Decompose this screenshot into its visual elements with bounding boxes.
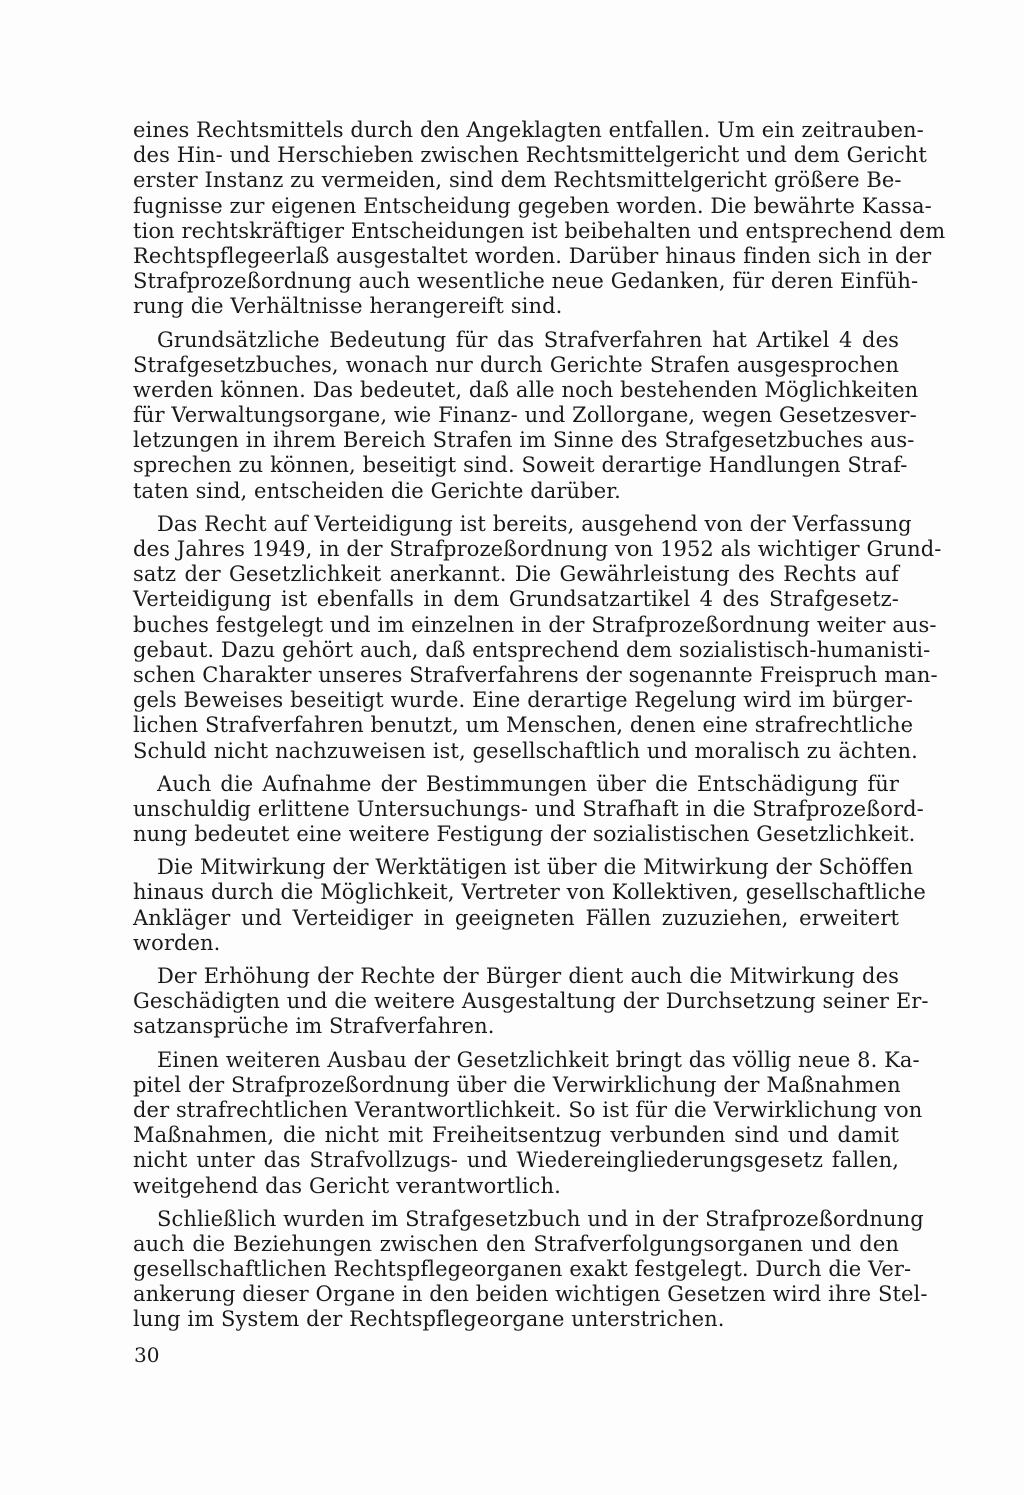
text-line: Das Recht auf Verteidigung ist bereits, ausgehend von der Verfassung bbox=[157, 511, 912, 536]
text-line: pitel der Strafprozeßordnung über die Verwirklichung der Maßnahmen bbox=[133, 1072, 901, 1097]
paragraph bbox=[133, 964, 929, 1040]
text-line: Ankläger und Verteidiger in geeigneten Fällen zuzuziehen, erweitert bbox=[133, 905, 899, 930]
text-line: schen Charakter unseres Strafverfahrens der sogenannte Freispruch man- bbox=[133, 662, 938, 687]
text-line: Rechtspflegeerlaß ausgestaltet worden. Darüber hinaus finden sich in der bbox=[133, 243, 932, 268]
page-number: 30 bbox=[134, 1343, 160, 1367]
text-line: satz der Gesetzlichkeit anerkannt. Die Gewährleistung des Rechts auf bbox=[133, 562, 899, 587]
text-line: lung im System der Rechtspflegeorgane unterstrichen. bbox=[133, 1307, 725, 1332]
text-line: gels Beweises beseitigt wurde. Eine derartige Regelung wird im bürger- bbox=[133, 688, 913, 713]
paragraph bbox=[133, 511, 942, 764]
text-line: Schuld nicht nachzuweisen ist, gesellschaftlich und moralisch zu ächten. bbox=[133, 738, 918, 763]
text-line: satzansprüche im Strafverfahren. bbox=[133, 1014, 495, 1039]
text-line: Strafgesetzbuches, wonach nur durch Gerichte Strafen ausgesprochen bbox=[133, 352, 899, 377]
text-line: taten sind, entscheiden die Gerichte darüber. bbox=[133, 478, 621, 503]
text-line: der strafrechtlichen Verantwortlichkeit. So ist für die Verwirklichung von bbox=[133, 1097, 923, 1122]
text-line: für Verwaltungsorgane, wie Finanz- und Zollorgane, wegen Gesetzesver- bbox=[133, 403, 917, 428]
text-line: erster Instanz zu vermeiden, sind dem Rechtsmittelgericht größere Be- bbox=[133, 168, 902, 193]
paragraph bbox=[133, 327, 919, 504]
text-line: Strafprozeßordnung auch wesentliche neue Gedanken, für deren Einfüh- bbox=[133, 269, 919, 294]
text-line: des Jahres 1949, in der Strafprozeßordnung von 1952 als wichtiger Grund- bbox=[133, 537, 942, 561]
text-line: Der Erhöhung der Rechte der Bürger dient auch die Mitwirkung des bbox=[157, 964, 899, 988]
text-line: Verteidigung ist ebenfalls in dem Grundsatzartikel 4 des Strafgesetz- bbox=[133, 587, 899, 612]
text-line: letzungen in ihrem Bereich Strafen im Sinne des Strafgesetzbuches aus- bbox=[133, 428, 915, 453]
text-line: auch die Beziehungen zwischen den Strafverfolgungsorganen und den bbox=[133, 1231, 899, 1256]
text-line: lichen Strafverfahren benutzt, um Menschen, denen eine strafrechtliche bbox=[133, 713, 914, 738]
text-line: fugnisse zur eigenen Entscheidung gegeben worden. Die bewährte Kassa- bbox=[133, 193, 932, 218]
text-line: Geschädigten und die weitere Ausgestaltung der Durchsetzung seiner Er- bbox=[133, 989, 929, 1014]
text-line: des Hin- und Herschieben zwischen Rechtsmittelgericht und dem Gericht bbox=[133, 143, 927, 168]
text-line: Schließlich wurden im Strafgesetzbuch und in der Strafprozeßordnung bbox=[157, 1206, 924, 1231]
text-line: nung bedeutet eine weitere Festigung der sozialistischen Gesetzlichkeit. bbox=[133, 822, 916, 847]
text-line: tion rechtskräftiger Entscheidungen ist beibehalten und entsprechend dem bbox=[133, 218, 946, 243]
text-line: rung die Verhältnisse herangereift sind. bbox=[133, 294, 563, 319]
text-line: sprechen zu können, beseitigt sind. Soweit derartige Handlungen Straf- bbox=[133, 453, 908, 478]
text-line: hinaus durch die Möglichkeit, Vertreter von Kollektiven, gesellschaftliche bbox=[133, 880, 926, 905]
text-line: werden können. Das bedeutet, daß alle noch bestehenden Möglichkeiten bbox=[133, 377, 919, 402]
text-line: Maßnahmen, die nicht mit Freiheitsentzug verbunden sind und damit bbox=[133, 1123, 899, 1148]
paragraph bbox=[133, 118, 946, 320]
text-line: Die Mitwirkung der Werktätigen ist über die Mitwirkung der Schöffen bbox=[157, 855, 914, 880]
text-line: Auch die Aufnahme der Bestimmungen über die Entschädigung für bbox=[157, 771, 899, 796]
paragraph bbox=[133, 771, 924, 848]
text-line: unschuldig erlittene Untersuchungs- und Strafhaft in die Strafprozeßord- bbox=[133, 796, 924, 821]
text-line: gesellschaftlichen Rechtspflegeorganen exakt festgelegt. Durch die Ver- bbox=[133, 1257, 912, 1282]
body-text bbox=[133, 118, 946, 1341]
text-line: Einen weiteren Ausbau der Gesetzlichkeit bringt das völlig neue 8. Ka- bbox=[157, 1047, 920, 1072]
text-line: worden. bbox=[133, 930, 221, 955]
paragraph bbox=[133, 1206, 928, 1333]
paragraph bbox=[133, 1047, 923, 1199]
text-line: eines Rechtsmittels durch den Angeklagten entfallen. Um ein zeitrauben- bbox=[133, 118, 924, 142]
text-line: Grundsätzliche Bedeutung für das Strafverfahren hat Artikel 4 des bbox=[157, 327, 899, 352]
paragraph bbox=[133, 855, 926, 956]
text-line: ankerung dieser Organe in den beiden wichtigen Gesetzen wird ihre Stel- bbox=[133, 1282, 928, 1307]
text-line: gebaut. Dazu gehört auch, daß entsprechend dem sozialistisch-humanisti- bbox=[133, 637, 931, 662]
text-line: weitgehend das Gericht verantwortlich. bbox=[133, 1173, 561, 1198]
text-line: nicht unter das Strafvollzugs- und Wiedereingliederungsgesetz fallen, bbox=[133, 1148, 899, 1173]
text-line: buches festgelegt und im einzelnen in der Strafprozeßordnung weiter aus- bbox=[133, 612, 937, 637]
